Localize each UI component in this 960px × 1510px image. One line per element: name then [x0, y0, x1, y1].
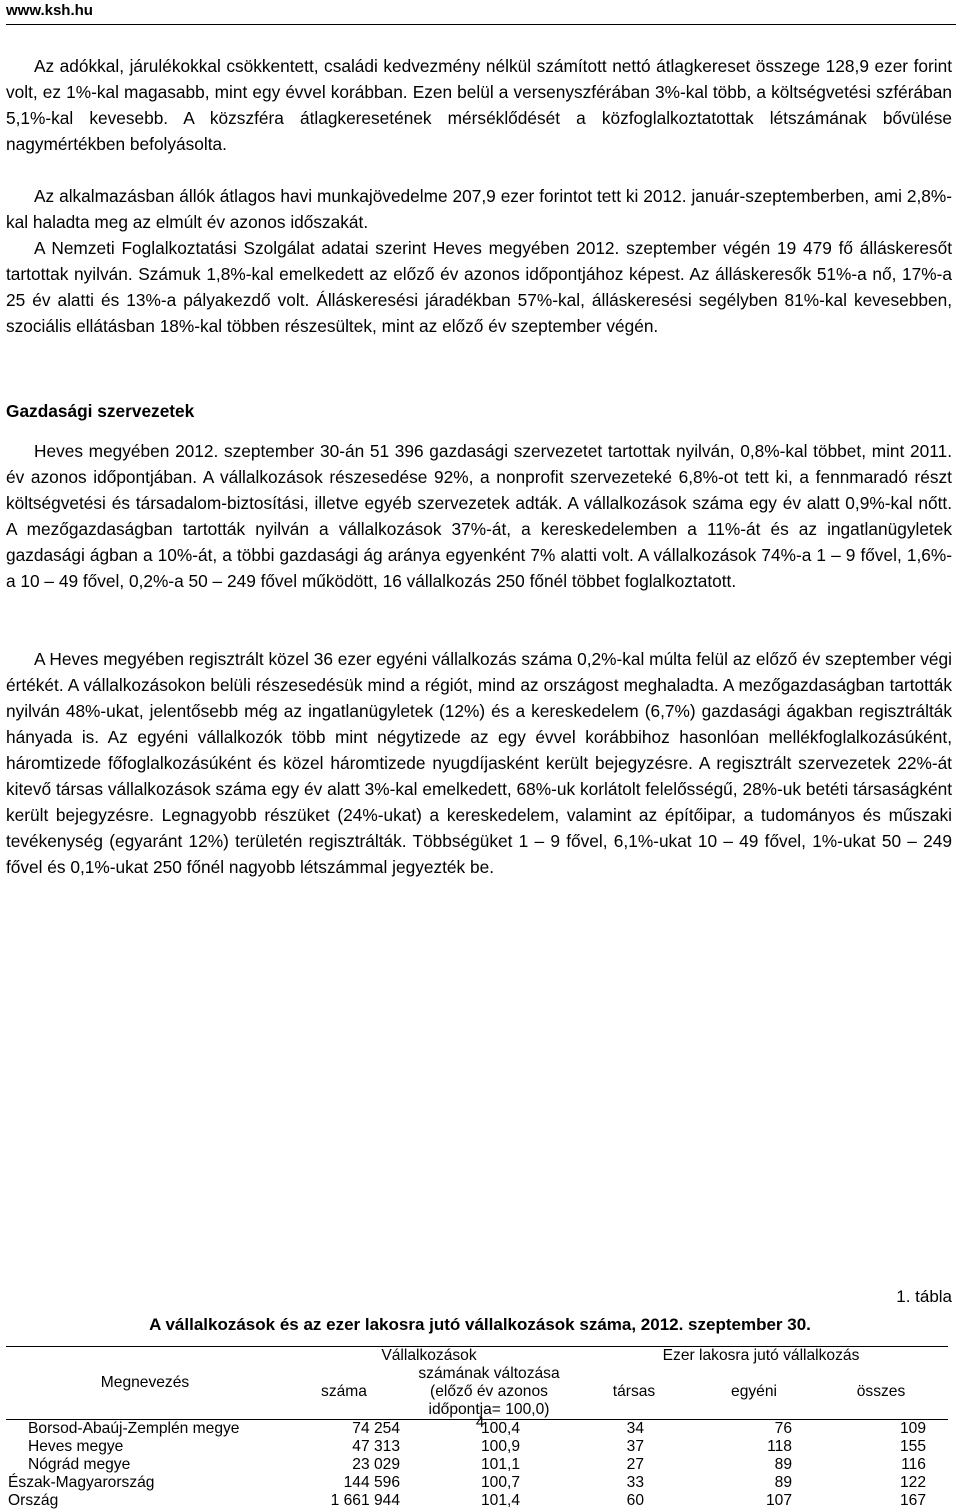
row-name: Észak-Magyarország [8, 1474, 155, 1491]
table-row [6, 1456, 948, 1474]
table-number: 1. tábla [896, 1287, 952, 1306]
header-tarsas: társas [612, 1383, 656, 1400]
table-title: A vállalkozások és az ezer lakosra jutó vállalkozások száma, 2012. szeptember 30. [149, 1315, 811, 1334]
cell-szama: 1 661 944 [330, 1492, 400, 1509]
cell-valtozas: 101,1 [480, 1456, 520, 1473]
cell-tarsas: 27 [626, 1456, 644, 1473]
site-link[interactable]: www.ksh.hu [6, 2, 93, 19]
cell-valtozas: 100,9 [480, 1438, 520, 1455]
cell-osszes: 155 [899, 1438, 926, 1455]
page-header [6, 2, 956, 25]
cell-szama: 144 596 [343, 1474, 400, 1491]
cell-tarsas: 33 [626, 1474, 644, 1491]
table-row [6, 1438, 948, 1456]
cell-valtozas: 100,7 [480, 1474, 520, 1491]
row-name: Ország [8, 1492, 59, 1509]
header-vallalkozasok: Vállalkozások [381, 1347, 477, 1364]
row-name: Nógrád megye [28, 1456, 131, 1473]
cell-valtozas: 101,4 [480, 1492, 520, 1509]
cell-valtozas: 100,4 [480, 1420, 520, 1437]
paragraph-job-seekers: A Nemzeti Foglalkoztatási Szolgálat adatai szerint Heves megyében 2012. szeptember végén 19 479 fő álláskeresőt tartottak nyilván. Számuk 1,8%-kal emelkedett az előző év azonos időpontjához képest. Az álláskeresők 51%-a nő, 17%-a 25 év alatti és 13%-a pályakezdő volt. Álláskeresési járadékban 57%-kal, álláskeresési segélyben 81%-kal kevesebben, szociális ellátásban 18%-kal többen részesültek, mint az előző év szeptember végén. [6, 238, 952, 336]
cell-egyeni: 76 [774, 1420, 792, 1437]
header-valtozas: számának változása (előző év azonos időpontja= 100,0) [418, 1365, 560, 1418]
header-megnevezes: Megnevezés [6, 1347, 284, 1420]
header-szama: száma [321, 1383, 367, 1400]
row-name: Borsod-Abaúj-Zemplén megye [28, 1420, 240, 1437]
cell-osszes: 116 [901, 1456, 926, 1473]
paragraph-organizations: Heves megyében 2012. szeptember 30-án 51 396 gazdasági szervezetet tartottak nyilván, 0,8%-kal többet, mint 2011. év azonos időpontjában. A vállalkozások részesedése 92%, a nonprofit szervezeteké 6,8%-ot tett ki, a fennmaradó részt költségvetési és társadalom-biztosítási, illetve egyéb szervezetek adták. A vállalkozások száma egy év alatt 0,9%-kal nőtt. A mezőgazdaságban tartották nyilván a vállalkozások 37%-át, a kereskedelemben a 11%-át és az ingatlanügyletek gazdasági ágban a 10%-át, a többi gazdasági ág aránya egyenként 7% alatti volt. A vállalkozások 74%-a 1 – 9 fővel, 1,6%-a 10 – 49 fővel, 0,2%-a 50 – 249 fővel működött, 16 vállalkozás 250 főnél többet foglalkoztatott. [6, 441, 952, 591]
cell-egyeni: 89 [774, 1456, 792, 1473]
row-name: Heves megye [28, 1438, 124, 1455]
header-ezer-lakosra: Ezer lakosra jutó vállalkozás [662, 1347, 860, 1364]
header-osszes: összes [856, 1383, 906, 1400]
cell-szama: 47 313 [352, 1438, 400, 1455]
cell-egyeni: 89 [774, 1474, 792, 1491]
cell-tarsas: 37 [626, 1438, 644, 1455]
header-egyeni: egyéni [731, 1383, 777, 1400]
paragraph-sole-proprietors: A Heves megyében regisztrált közel 36 ezer egyéni vállalkozás száma 0,2%-kal múlta felül az előző év szeptember végi értékét. A vállalkozásokon belüli részesedésük mind a régiót, mind az országost meghaladta. A mezőgazdaságban tartották nyilván 48%-ukat, jelentősebb még az ingatlanügyletek (12%) és a kereskedelem (6,7%) gazdasági ágakban regisztrálták hányada is. Az egyéni vállalkozók több mint négytizede az egy évvel korábbihoz hasonlóan mellékfoglalkozásúként, háromtizede főfoglalkozásúként és közel háromtizede nyugdíjasként került bejegyzésre. A regisztrált szervezetek 22%-át kitevő társas vállalkozások száma egy év alatt 3%-kal emelkedett, 68%-uk korlátolt felelősségű, 28%-uk betéti társaságként került bejegyzésre. Legnagyobb részüket (24%-ukat) a kereskedelem, valamint az építőipar, a tudományos és műszaki tevékenység (egyaránt 12%) területén regisztrálták. Többségüket 1 – 9 fővel, 6,1%-ukat 10 – 49 fővel, 1%-ukat 50 – 249 fővel és 0,1%-ukat 250 főnél nagyobb létszámmal jegyezték be. [6, 649, 952, 877]
cell-egyeni: 118 [767, 1438, 792, 1455]
cell-egyeni: 107 [765, 1492, 792, 1509]
cell-tarsas: 60 [626, 1492, 644, 1509]
section-heading: Gazdasági szervezetek [6, 401, 195, 421]
paragraph-labor-income: Az alkalmazásban állók átlagos havi munkajövedelme 207,9 ezer forintot tett ki 2012. január-szeptemberben, ami 2,8%-kal haladta meg az elmúlt év azonos időszakát. [6, 186, 952, 232]
cell-osszes: 109 [899, 1420, 926, 1437]
table-row [6, 1492, 948, 1510]
table-row [6, 1474, 948, 1492]
page-number: 4 [475, 1414, 485, 1431]
cell-szama: 23 029 [352, 1456, 400, 1473]
paragraph-net-earnings: Az adókkal, járulékokkal csökkentett, családi kedvezmény nélkül számított nettó átlagkereset összege 128,9 ezer forint volt, ez 1%-kal magasabb, mint egy évvel korábban. Ezen belül a versenyszférában 3%-kal több, a költségvetési szférában 5,1%-kal kevesebb. A közszféra átlagkeresetének mérséklődését a közfoglalkoztatottak létszámának bővülése nagymértékben befolyásolta. [6, 56, 952, 154]
cell-szama: 74 254 [352, 1420, 400, 1437]
cell-osszes: 167 [899, 1492, 926, 1509]
cell-osszes: 122 [899, 1474, 926, 1491]
cell-tarsas: 34 [626, 1420, 644, 1437]
